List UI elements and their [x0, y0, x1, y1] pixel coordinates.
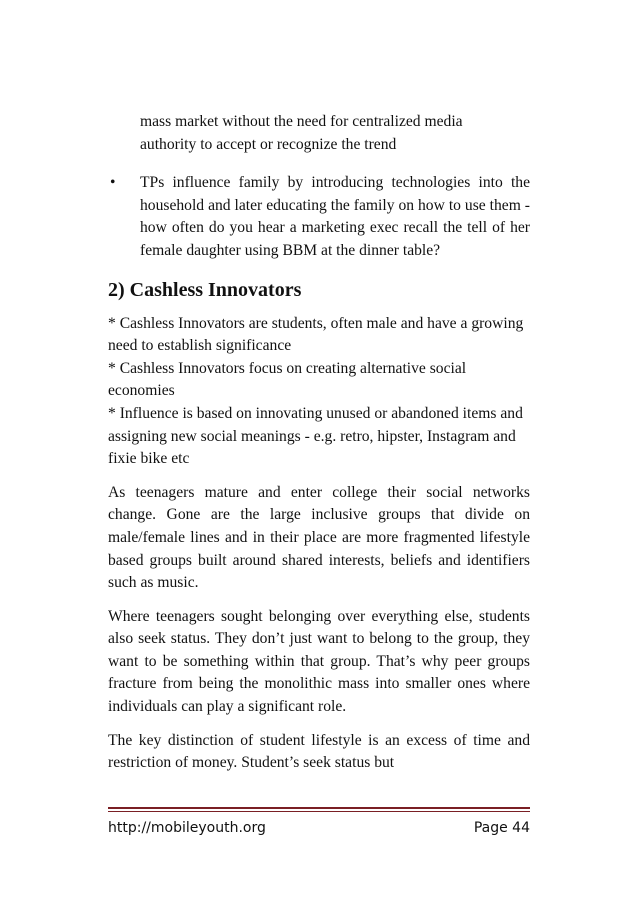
section-point: * Influence is based on innovating unused or abandoned items and assigning new social meanings - e.g. retro, hipster, Instagram and fixie bike etc: [108, 404, 523, 468]
body-paragraph: Where teenagers sought belonging over everything else, students also seek status. They don’t just want to belong to the group, they want to be something within that group. That’s why peer groups fracture from being the monolithic mass into smaller ones where individuals can play a significant role.: [108, 607, 530, 716]
page-footer: [108, 820, 530, 836]
continued-bullet-text: [108, 111, 530, 156]
footer-divider-thin: [108, 811, 530, 812]
section-heading: 2) Cashless Innovators: [108, 278, 302, 301]
body-paragraph: As teenagers mature and enter college their social networks change. Gone are the large inclusive groups that divide on male/female lines and in their place are more fragmented lifestyle based groups built around shared interests, beliefs and identifiers such as music.: [108, 483, 530, 592]
page-content: [108, 111, 530, 775]
bullet-item-text: TPs influence family by introducing technologies into the household and later educating the family on how to use them - how often do you hear a marketing exec recall the tell of her female daughter using BBM at the dinner table?: [140, 174, 530, 259]
body-paragraph: The key distinction of student lifestyle is an excess of time and restriction of money. Student’s seek status but: [108, 731, 530, 772]
footer-divider-thick: [108, 807, 530, 809]
continued-line-2: authority to accept or recognize the trend: [140, 135, 397, 153]
bullet-item: [108, 172, 530, 262]
section-points: [108, 313, 530, 471]
footer-url: http://mobileyouth.org: [108, 820, 266, 836]
footer-page-number: Page 44: [473, 820, 530, 836]
section-point: * Cashless Innovators are students, often male and have a growing need to establish significance: [108, 314, 524, 355]
continued-line-1: mass market without the need for centralized media: [140, 113, 463, 130]
section-point: * Cashless Innovators focus on creating alternative social economies: [108, 359, 467, 400]
bullet-marker: •: [110, 174, 116, 192]
